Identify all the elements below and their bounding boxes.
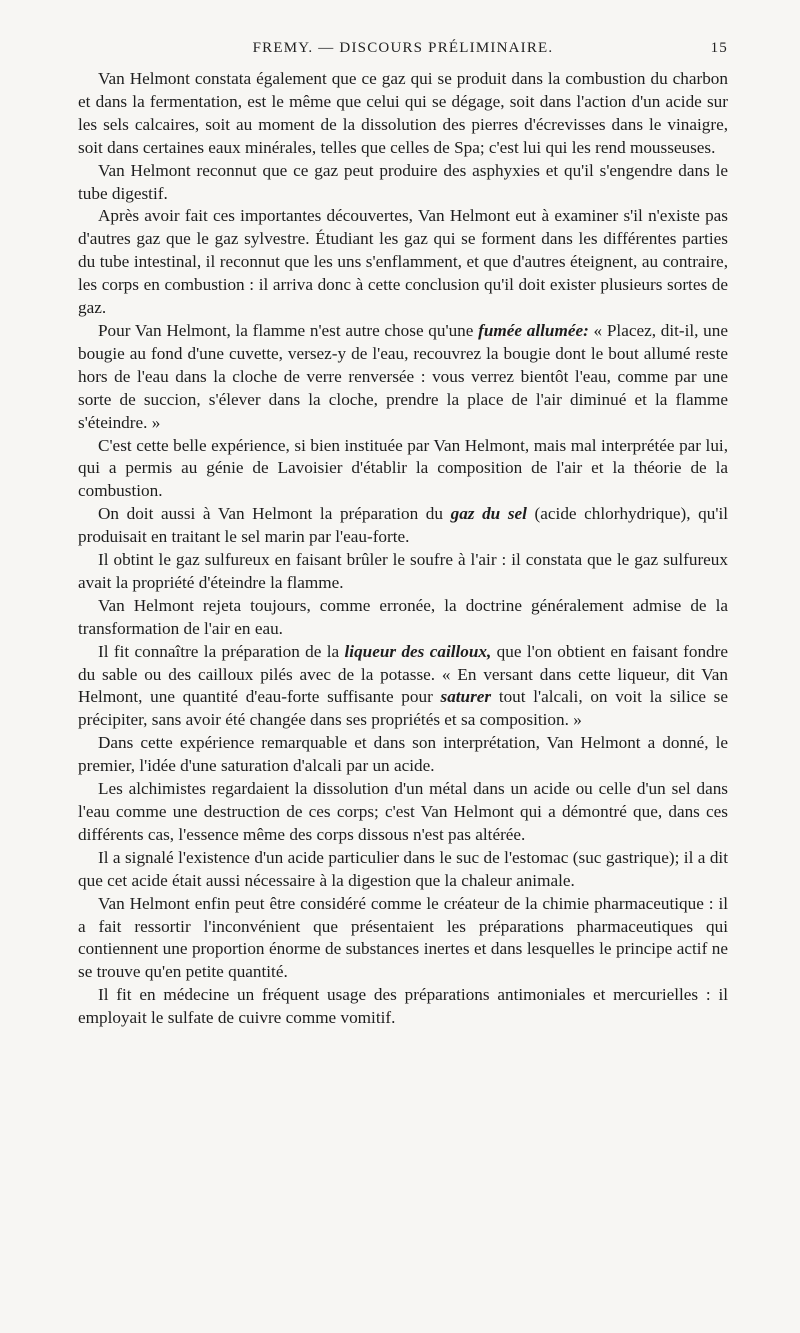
paragraph: Il fit en médecine un fréquent usage des préparations antimoniales et mercurielles : il employait le sulfate de cuivre comme vomitif. (78, 985, 728, 1028)
paragraph: Dans cette expérience remarquable et dans son interprétation, Van Helmont a donné, le premier, l'idée d'une saturation d'alcali par un acide. (78, 733, 728, 776)
italic-term: liqueur des cailloux, (344, 641, 492, 661)
running-title: FREMY. — DISCOURS PRÉLIMINAIRE. (252, 40, 554, 56)
italic-term: gaz du sel (450, 504, 527, 524)
document-page (78, 40, 728, 1030)
italic-term: saturer (440, 687, 492, 707)
italic-term: fumée allumée: (478, 320, 589, 340)
paragraph: Van Helmont rejeta toujours, comme erronée, la doctrine généralement admise de la transformation de l'air en eau. (78, 595, 728, 638)
paragraph: C'est cette belle expérience, si bien instituée par Van Helmont, mais mal interprétée par lui, qui a permis au génie de Lavoisier d'établir la composition de l'air et la théorie de la combustion. (78, 435, 728, 501)
running-header (78, 40, 728, 68)
paragraph: Les alchimistes regardaient la dissolution d'un métal dans un acide ou celle d'un sel dans l'eau comme une destruction de ces corps; c'est Van Helmont qui a démontré que, dans ces différents cas, l'essence même des corps dissous n'est pas altérée. (78, 779, 728, 844)
paragraph: Pour Van Helmont, la flamme n'est autre chose qu'une fumée allumée: « Placez, dit-il, une bougie au fond d'une cuvette, versez-y de l'eau, recouvrez la bougie dont le bout allumé reste hors de l'eau dans la cloche de verre renversée : vous verrez bientôt l'eau, comme par une sorte de succion, s'élever dans la cloche, prendre la place de l'air diminué et la flamme s'éteindre. » (78, 320, 728, 432)
paragraph: Van Helmont constata également que ce gaz qui se produit dans la combustion du charbon et dans la fermentation, est le même que celui qui se dégage, soit dans l'action d'un acide sur les sels calcaires, soit au moment de la dissolution des pierres d'écrevisses dans le vinaigre, soit dans certaines eaux minérales, telles que celles de Spa; c'est lui qui les rend mousseuses. (78, 69, 728, 157)
paragraph: Van Helmont enfin peut être considéré comme le créateur de la chimie pharmaceutique : il a fait ressortir l'inconvénient que présentaient les préparations pharmaceutiques qui contiennent une proportion énorme de substances inertes et dans lesquelles le principe actif ne se trouve qu'en petite quantité. (78, 893, 728, 982)
paragraph: Il fit connaître la préparation de la liqueur des cailloux, que l'on obtient en faisant fondre du sable ou des cailloux pilés avec de la potasse. « En versant dans cette liqueur, dit Van Helmont, une quantité d'eau-forte suffisante pour saturer tout l'alcali, on voit la silice se précipiter, sans avoir été changée dans ses propriétés et sa composition. » (78, 641, 728, 730)
paragraph: Après avoir fait ces importantes découvertes, Van Helmont eut à examiner s'il n'existe pas d'autres gaz que le gaz sylvestre. Étudiant les gaz qui se forment dans les différentes parties du tube intestinal, il reconnut que les uns s'enflamment, et que d'autres éteignent, au contraire, les corps en combustion : il arriva donc à cette conclusion qu'il doit exister plusieurs sortes de gaz. (78, 206, 728, 318)
body-text (78, 68, 728, 1030)
paragraph: On doit aussi à Van Helmont la préparation du gaz du sel (acide chlorhydrique), qu'il produisait en traitant le sel marin par l'eau-forte. (78, 504, 729, 547)
paragraph: Il a signalé l'existence d'un acide particulier dans le suc de l'estomac (suc gastrique); il a dit que cet acide était aussi nécessaire à la digestion que la chaleur animale. (78, 847, 728, 890)
paragraph: Il obtint le gaz sulfureux en faisant brûler le soufre à l'air : il constata que le gaz sulfureux avait la propriété d'éteindre la flamme. (78, 550, 728, 592)
page-number: 15 (710, 40, 728, 56)
paragraph: Van Helmont reconnut que ce gaz peut produire des asphyxies et qu'il s'engendre dans le tube digestif. (78, 160, 728, 203)
